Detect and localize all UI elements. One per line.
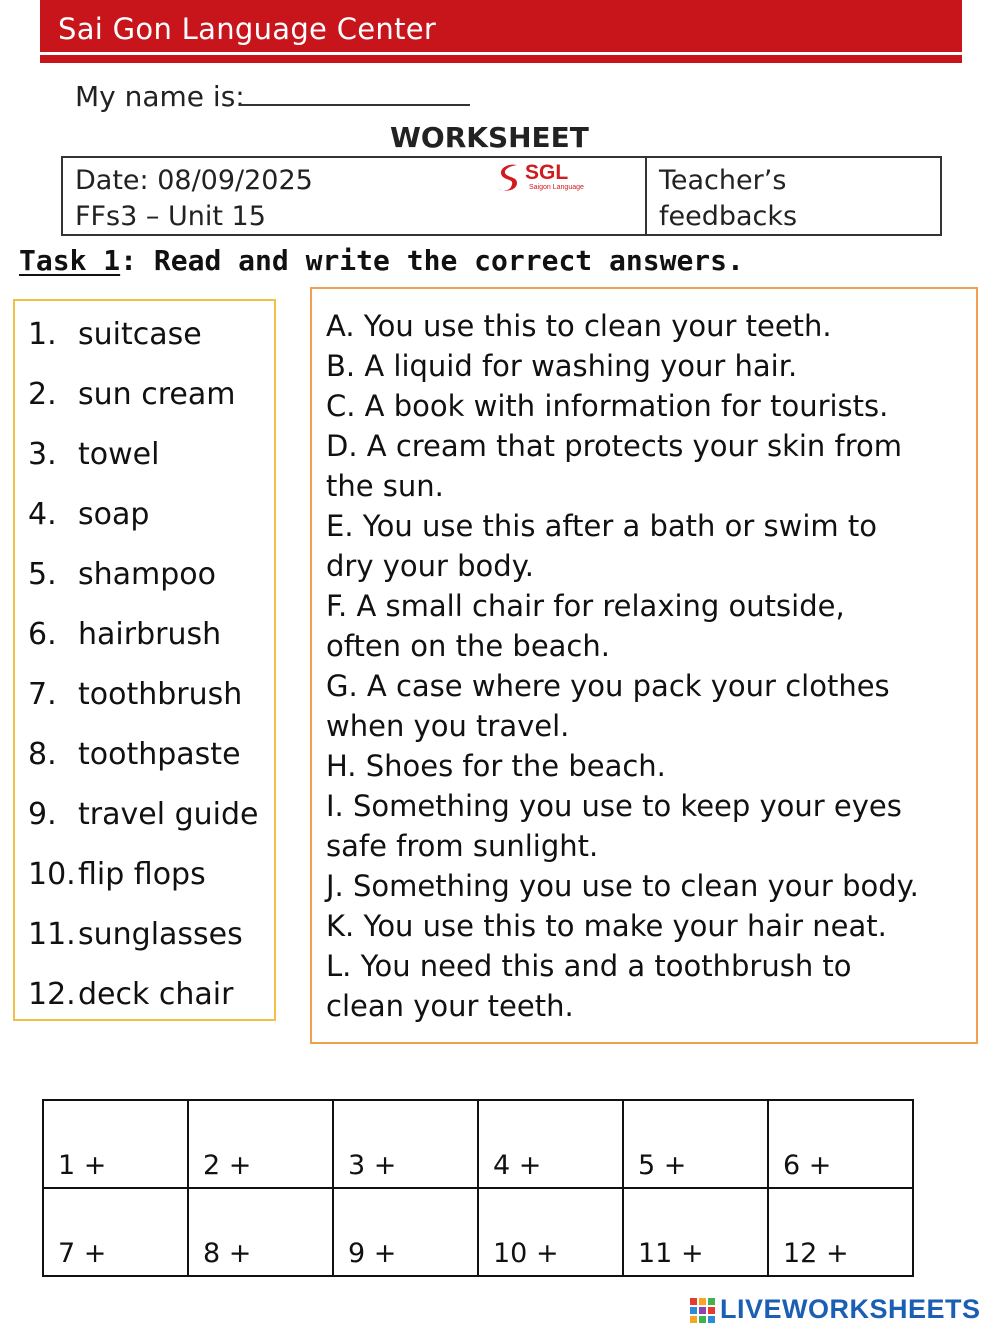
answer-cell[interactable]: 5 + <box>623 1100 768 1188</box>
word-item: 6. hairbrush <box>28 617 222 652</box>
answer-cell[interactable]: 11 + <box>623 1188 768 1276</box>
word-item: 3. towel <box>28 437 160 472</box>
name-input-line[interactable] <box>240 104 470 106</box>
definition-line: A. You use this to clean your teeth. <box>326 309 832 343</box>
name-label: My name is: <box>75 80 245 113</box>
task-instruction: : Read and write the correct answers. <box>120 244 744 277</box>
header-banner <box>40 0 962 52</box>
watermark-text: LIVEWORKSHEETS <box>720 1294 981 1324</box>
definition-line: L. You need this and a toothbrush to <box>326 949 852 983</box>
sgl-swoosh-icon <box>495 161 525 195</box>
answer-cell[interactable]: 12 + <box>768 1188 913 1276</box>
info-divider <box>645 158 647 234</box>
answer-cell[interactable]: 1 + <box>43 1100 188 1188</box>
definition-line: dry your body. <box>326 549 534 583</box>
word-item: 5. shampoo <box>28 557 217 592</box>
liveworksheets-logo-icon <box>690 1298 716 1324</box>
definition-line: B. A liquid for washing your hair. <box>326 349 798 383</box>
teacher-feedback-label-2: feedbacks <box>659 201 798 232</box>
word-list-box <box>13 299 276 1021</box>
definition-line: the sun. <box>326 469 444 503</box>
definition-line: C. A book with information for tourists. <box>326 389 889 423</box>
definition-line: H. Shoes for the beach. <box>326 749 666 783</box>
logo-text: SGL <box>525 161 569 184</box>
definition-line: I. Something you use to keep your eyes <box>326 789 902 823</box>
word-item: 1. suitcase <box>28 317 202 352</box>
word-item: 9. travel guide <box>28 797 259 832</box>
teacher-feedback-label-1: Teacher’s <box>659 165 787 196</box>
answer-cell[interactable]: 9 + <box>333 1188 478 1276</box>
definition-line: J. Something you use to clean your body. <box>326 869 919 903</box>
word-item: 10.flip flops <box>28 857 206 892</box>
definitions-box <box>310 287 978 1044</box>
answer-cell[interactable]: 3 + <box>333 1100 478 1188</box>
definition-line: clean your teeth. <box>326 989 574 1023</box>
worksheet-title: WORKSHEET <box>390 121 589 154</box>
header-rule <box>40 55 962 63</box>
task-heading <box>19 244 744 277</box>
definition-line: safe from sunlight. <box>326 829 599 863</box>
word-item: 4. soap <box>28 497 150 532</box>
word-item: 8. toothpaste <box>28 737 241 772</box>
answer-row <box>43 1188 913 1276</box>
answer-row <box>43 1100 913 1188</box>
sgl-logo <box>495 161 590 195</box>
definition-line: F. A small chair for relaxing outside, <box>326 589 845 623</box>
word-item: 11.sunglasses <box>28 917 243 952</box>
answer-cell[interactable]: 8 + <box>188 1188 333 1276</box>
definition-line: E. You use this after a bath or swim to <box>326 509 877 543</box>
definition-line: when you travel. <box>326 709 570 743</box>
date-text: Date: 08/09/2025 <box>75 165 313 196</box>
answer-cell[interactable]: 10 + <box>478 1188 623 1276</box>
definition-line: D. A cream that protects your skin from <box>326 429 903 463</box>
word-item: 12.deck chair <box>28 977 234 1012</box>
word-item: 2. sun cream <box>28 377 236 412</box>
definition-line: K. You use this to make your hair neat. <box>326 909 887 943</box>
answer-cell[interactable]: 7 + <box>43 1188 188 1276</box>
word-item: 7. toothbrush <box>28 677 243 712</box>
answer-table <box>42 1099 914 1277</box>
definition-line: often on the beach. <box>326 629 610 663</box>
definition-line: G. A case where you pack your clothes <box>326 669 890 703</box>
answer-cell[interactable]: 2 + <box>188 1100 333 1188</box>
answer-cell[interactable]: 4 + <box>478 1100 623 1188</box>
logo-subtext: Saigon Language <box>529 184 584 191</box>
course-text: FFs3 – Unit 15 <box>75 201 266 232</box>
answer-cell[interactable]: 6 + <box>768 1100 913 1188</box>
task-label: Task 1 <box>19 244 121 277</box>
center-name: Sai Gon Language Center <box>58 12 437 46</box>
